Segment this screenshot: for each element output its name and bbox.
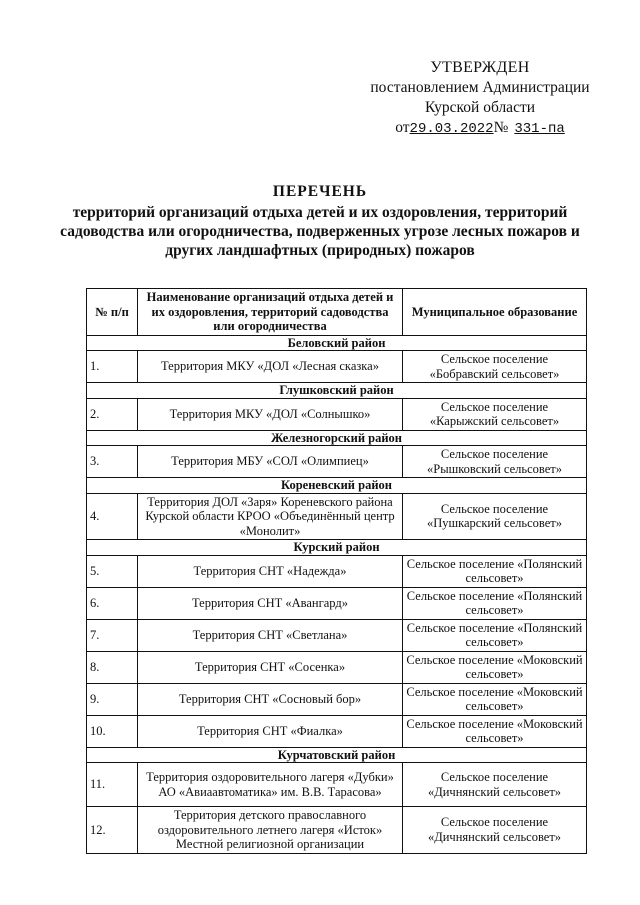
approval-date-prefix: от xyxy=(395,119,410,136)
district-row xyxy=(87,335,587,351)
approval-number: 331-па xyxy=(514,121,565,137)
table-row xyxy=(87,398,587,430)
approval-date-line xyxy=(360,118,600,139)
district-row xyxy=(87,430,587,446)
cell-num: 7. xyxy=(87,619,138,651)
table-row xyxy=(87,619,587,651)
table-row xyxy=(87,351,587,383)
district-name: Кореневский район xyxy=(87,478,587,494)
cell-municipality: Сельское поселение «Дичнянский сельсовет» xyxy=(403,807,587,854)
table-row xyxy=(87,587,587,619)
cell-municipality: Сельское поселение «Дичнянский сельсовет» xyxy=(403,763,587,807)
cell-name: Территория СНТ «Светлана» xyxy=(138,619,403,651)
cell-name: Территория детского православного оздоровительного летнего лагеря «Исток» Местной религиозной организации xyxy=(138,807,403,854)
cell-name: Территория ДОЛ «Заря» Кореневского района Курской области КРОО «Объединённый центр «Монолит» xyxy=(138,493,403,540)
table-row xyxy=(87,807,587,854)
table-row xyxy=(87,763,587,807)
district-row xyxy=(87,478,587,494)
cell-municipality: Сельское поселение «Моковский сельсовет» xyxy=(403,651,587,683)
district-row xyxy=(87,540,587,556)
district-row xyxy=(87,747,587,763)
cell-municipality: Сельское поселение «Карыжский сельсовет» xyxy=(403,398,587,430)
cell-municipality: Сельское поселение «Бобравский сельсовет» xyxy=(403,351,587,383)
title-subtitle: территорий организаций отдыха детей и их оздоровления, территорий садоводства или огородничества, подверженных угрозе лесных пожаров и других ландшафтных (природных) пожаров xyxy=(60,204,580,259)
cell-num: 6. xyxy=(87,587,138,619)
table-row xyxy=(87,715,587,747)
table-row xyxy=(87,555,587,587)
header-municipality: Муниципальное образование xyxy=(403,289,587,336)
approval-number-prefix: № xyxy=(493,119,509,136)
cell-name: Территория СНТ «Сосенка» xyxy=(138,651,403,683)
cell-num: 1. xyxy=(87,351,138,383)
cell-name: Территория СНТ «Сосновый бор» xyxy=(138,683,403,715)
header-num: № п/п xyxy=(87,289,138,336)
cell-num: 10. xyxy=(87,715,138,747)
district-name: Курский район xyxy=(87,540,587,556)
document-title xyxy=(60,182,580,260)
cell-name: Территория СНТ «Надежда» xyxy=(138,555,403,587)
table-row xyxy=(87,651,587,683)
cell-num: 12. xyxy=(87,807,138,854)
cell-name: Территория СНТ «Фиалка» xyxy=(138,715,403,747)
district-name: Беловский район xyxy=(87,335,587,351)
cell-num: 9. xyxy=(87,683,138,715)
cell-name: Территория МБУ «СОЛ «Олимпиец» xyxy=(138,446,403,478)
cell-num: 8. xyxy=(87,651,138,683)
cell-municipality: Сельское поселение «Рышковский сельсовет» xyxy=(403,446,587,478)
approval-stamp xyxy=(360,58,600,139)
cell-municipality: Сельское поселение «Полянский сельсовет» xyxy=(403,555,587,587)
approval-date: 29.03.2022 xyxy=(409,121,494,137)
district-name: Курчатовский район xyxy=(87,747,587,763)
district-name: Глушковский район xyxy=(87,383,587,399)
table-header-row xyxy=(87,289,587,336)
table-row xyxy=(87,683,587,715)
approval-heading: УТВЕРЖДЕН xyxy=(430,59,530,76)
district-row xyxy=(87,383,587,399)
table-row xyxy=(87,446,587,478)
cell-name: Территория СНТ «Авангард» xyxy=(138,587,403,619)
cell-num: 11. xyxy=(87,763,138,807)
territories-table xyxy=(86,288,587,854)
approval-line-1: постановлением Администрации xyxy=(370,79,590,96)
header-name: Наименование организаций отдыха детей и их оздоровления, территорий садоводства или огородничества xyxy=(138,289,403,336)
cell-num: 2. xyxy=(87,398,138,430)
title-main: ПЕРЕЧЕНЬ xyxy=(272,183,368,200)
table-row xyxy=(87,493,587,540)
cell-name: Территория оздоровительного лагеря «Дубки» АО «Авиаавтоматика» им. В.В. Тарасова» xyxy=(138,763,403,807)
cell-num: 4. xyxy=(87,493,138,540)
cell-municipality: Сельское поселение «Полянский сельсовет» xyxy=(403,587,587,619)
cell-municipality: Сельское поселение «Пушкарский сельсовет» xyxy=(403,493,587,540)
district-name: Железногорский район xyxy=(87,430,587,446)
cell-municipality: Сельское поселение «Моковский сельсовет» xyxy=(403,683,587,715)
cell-municipality: Сельское поселение «Полянский сельсовет» xyxy=(403,619,587,651)
cell-num: 3. xyxy=(87,446,138,478)
cell-name: Территория МКУ «ДОЛ «Лесная сказка» xyxy=(138,351,403,383)
approval-line-2: Курской области xyxy=(424,99,536,116)
cell-num: 5. xyxy=(87,555,138,587)
cell-name: Территория МКУ «ДОЛ «Солнышко» xyxy=(138,398,403,430)
cell-municipality: Сельское поселение «Моковский сельсовет» xyxy=(403,715,587,747)
